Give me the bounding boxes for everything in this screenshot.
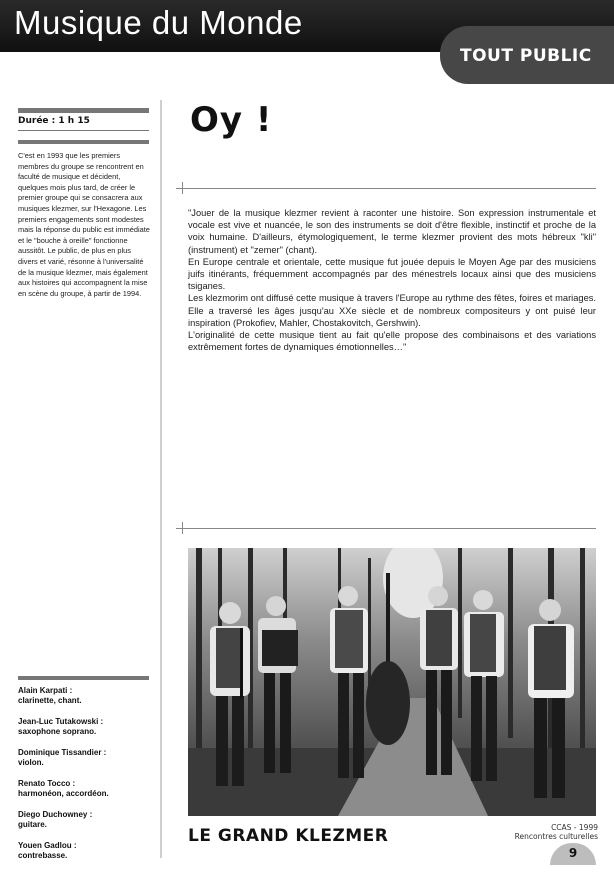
audience-tag-label: TOUT PUBLIC <box>460 46 592 66</box>
credits-rule <box>18 676 149 680</box>
musician-name: Jean-Luc Tutakowski : <box>18 717 104 726</box>
quote-bottom-tick <box>182 522 183 534</box>
column-divider <box>160 100 162 858</box>
musician-name: Alain Karpati : <box>18 686 73 695</box>
organizer-line: CCAS - 1999 <box>551 823 598 832</box>
credit-item <box>18 717 148 737</box>
credits-list <box>18 686 148 872</box>
description-quote <box>188 207 596 353</box>
quote-paragraph: L'originalité de cette musique tient au fait qu'elle propose des combinaisons et des variations extrêmement fortes de dynamiques émotionnelles…" <box>188 330 596 353</box>
quote-paragraph: "Jouer de la musique klezmer revient à raconter une histoire. Son expression instrumentale et vocale est vive et nuancée, le son des instruments se doit d'être flexible, instinctif et proche de la voix humaine. D'ailleurs, étymologiquement, le terme klezmer provient des mots hébreux "kli" (instrument) et "zemer" (chant). <box>188 208 596 255</box>
credit-item <box>18 841 148 861</box>
quote-paragraph: En Europe centrale et orientale, cette musique fut jouée depuis le Moyen Age par des musiciens juifs itinérants, fréquemment accompagnés par des ménestrels locaux ainsi que des musiciens tsiganes. <box>188 256 596 292</box>
musician-instrument: clarinette, chant. <box>18 696 82 705</box>
intro-top-rule <box>18 140 149 144</box>
duration-rule <box>18 130 149 131</box>
group-name: LE GRAND KLEZMER <box>188 826 389 846</box>
musician-instrument: contrebasse. <box>18 851 68 860</box>
quote-top-rule <box>176 188 596 189</box>
series-title: Musique du Monde <box>14 4 303 41</box>
group-history-text: C'est en 1993 que les premiers membres du groupe se rencontrent en faculté de musique et décident, quelques mois plus tard, de créer le premier groupe qui se consacrera aux musiques klezmer, sur l'Hexagone. Les premiers engagements sont modestes mais la réponse du public est immédiate et le "bouche à oreille" fonctionne aussitôt. Le public, de plus en plus divers et varié, résonne à l'universalité de la musique klezmer, mais également aux histoires qui accompagnent la mise en scène du groupe, à partir de 1994. <box>18 151 150 298</box>
musician-name: Diego Duchowney : <box>18 810 93 819</box>
duration-top-rule <box>18 108 149 113</box>
musician-name: Youen Gadlou : <box>18 841 77 850</box>
musician-instrument: guitare. <box>18 820 47 829</box>
credit-item <box>18 779 148 799</box>
musician-name: Dominique Tissandier : <box>18 748 107 757</box>
credit-item <box>18 686 148 706</box>
musician-instrument: saxophone soprano. <box>18 727 97 736</box>
organizer-subline: Rencontres culturelles <box>514 832 598 841</box>
musician-name: Renato Tocco : <box>18 779 76 788</box>
credit-item <box>18 748 148 768</box>
musician-instrument: harmonéon, accordéon. <box>18 789 109 798</box>
organizer-info <box>508 823 598 841</box>
page-number: 9 <box>568 846 578 860</box>
credit-item <box>18 810 148 830</box>
duration <box>18 116 90 126</box>
quote-paragraph: Les klezmorim ont diffusé cette musique à travers l'Europe au rythme des fêtes, foires et mariages. Elle a traversé les âges jusqu'au XXe siècle et de nombreux compositeurs y ont puisé leur inspiration (Prokofiev, Mahler, Chostakovitch, Gershwin). <box>188 293 596 328</box>
duration-label: Durée : <box>18 116 59 126</box>
musician-instrument: violon. <box>18 758 44 767</box>
quote-top-tick <box>182 182 183 194</box>
duration-value: 1 h 15 <box>58 116 90 126</box>
quote-bottom-rule <box>176 528 596 529</box>
band-photo <box>188 548 596 816</box>
show-title: Oy ! <box>190 100 273 140</box>
